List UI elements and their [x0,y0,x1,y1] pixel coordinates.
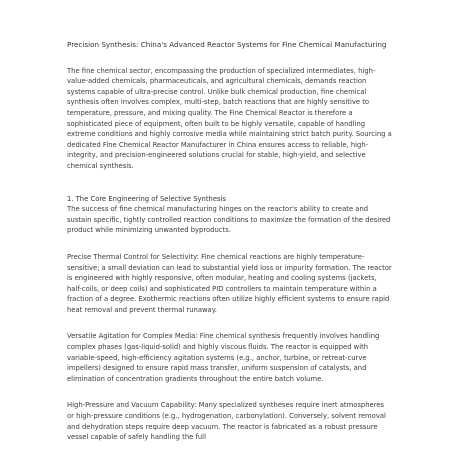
spacer [67,236,393,252]
spacer [67,172,393,194]
section-heading: 1. The Core Engineering of Selective Synthesis [67,194,226,203]
document-title: Precision Synthesis: China's Advanced Reactor Systems for Fine Chemical Manufacturing [67,40,387,49]
agitation-paragraph: Versatile Agitation for Complex Media: Fine chemical synthesis frequently involves handling complex phases (gas-liquid-solid) and highly viscous fluids. The reactor is equipped with variable-speed, high-efficiency agitation systems (e.g., anchor, turbine, or retreat-curve impellers) designed to ensure rapid mass transfer, uniform suspension of catalysts, and elimination of concentration gradients throughout the entire batch volume. [67,332,380,383]
spacer [67,384,393,400]
intro-paragraph: The fine chemical sector, encompassing the production of specialized intermediates, high-value-added chemicals, pharmaceuticals, and agricultural chemicals, demands reaction systems capable of ultra-precise control. Unlike bulk chemical production, fine chemical synthesis often involves complex, multi-step, batch reactions that are highly sensitive to temperature, pressure, and mixing quality. The Fine Chemical Reactor is therefore a sophisticated piece of equipment, often built to be highly versatile, capable of handling extreme conditions and highly corrosive media while maintaining strict batch purity. Sourcing a dedicated Fine Chemical Reactor Manufacturer in China ensures access to reliable, high-integrity, and precision-engineered solutions crucial for stable, high-yield, and selective chemical synthesis. [67,66,392,170]
spacer [67,315,393,331]
document-page [67,40,393,443]
section-lead-paragraph: The success of fine chemical manufacturing hinges on the reactor's ability to create and sustain specific, tightly controlled reaction conditions to maximize the formation of the desired product while minimizing unwanted byproducts. [67,205,391,235]
thermal-control-paragraph: Precise Thermal Control for Selectivity: Fine chemical reactions are highly temperature-sensitive; a small deviation can lead to substantial yield loss or impurity formation. The reactor is engineered with highly responsive, often modular, heating and cooling systems (jackets, half-coils, or deep coils) and sophisticated PID controllers to maintain temperature within a fraction of a degree. Exothermic reactions often utilize highly efficient systems to ensure rapid heat removal and prevent thermal runaway. [67,252,392,314]
pressure-vacuum-paragraph: High-Pressure and Vacuum Capability: Many specialized syntheses require inert atmospheres or high-pressure conditions (e.g., hydrogenation, carbonylation). Conversely, solvent removal and dehydration steps require deep vacuum. The reactor is fabricated as a robust pressure vessel capable of safely handling the full [67,401,386,442]
